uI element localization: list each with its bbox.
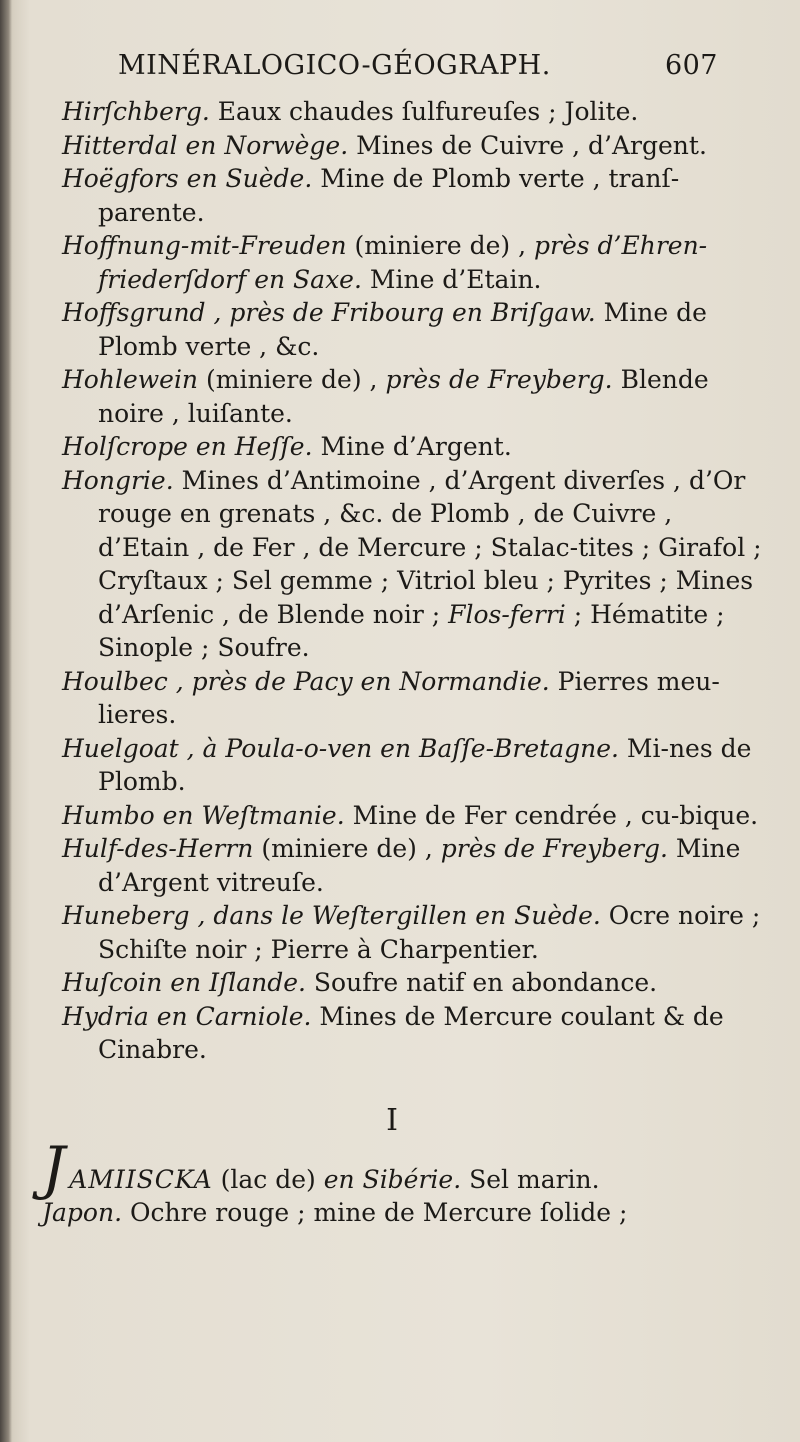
entry: Huſcoin en Iſlande. Soufre natif en abondance.	[62, 968, 658, 997]
entry: Hongrie. Mines d’Antimoine , d’Argent diverſes , d’Or rouge en grenats , &c. de Plomb , de Cuivre , d’Etain , de Fer , de Mercure ; Stalac-tites ; Girafol ; Cryſtaux ; Sel gemme ; Vitriol bleu ; Pyrites ; Mines d’Arſenic , de Blende noir ; Flos-ferri ; Hématite ; Sinople ; Soufre.	[62, 465, 762, 662]
entry: Hitterdal en Norwège. Mines de Cuivre , d’Argent.	[62, 130, 707, 160]
page-number: 607	[664, 50, 718, 81]
entry: Hydria en Carniole. Mines de Mercure coulant & de Cinabre.	[62, 1001, 724, 1064]
entry: Hohlewein (miniere de) , près de Freyberg. Blende noire , luiſante.	[62, 365, 709, 428]
book-gutter	[0, 0, 12, 1442]
entry: Hulf-des-Herrn (miniere de) , près de Freyberg. Mine d’Argent vitreuſe.	[62, 834, 741, 897]
entry: Hoffnung-mit-Freuden (miniere de) , près d’Ehren-friederſdorf en Saxe. Mine d’Etain.	[62, 231, 708, 294]
entry: Hirſchberg. Eaux chaudes ſulfureuſes ; Jolite.	[62, 97, 639, 126]
entry: Humbo en Weſtmanie. Mine de Fer cendrée , cu-bique.	[62, 800, 759, 830]
header-title: MINÉRALOGICO-GÉOGRAPH.	[118, 50, 551, 81]
entry: Hoëgfors en Suède. Mine de Plomb verte , tranſ-parente.	[62, 164, 680, 227]
entry: J AMIISCKA (lac de) en Sibérie. Sel marin.	[42, 1133, 600, 1202]
drop-cap: J	[42, 1133, 66, 1202]
entry: Hoffsgrund , près de Fribourg en Briſgaw. Mine de Plomb verte , &c.	[62, 298, 707, 361]
entry: Houlbec , près de Pacy en Normandie. Pierres meu-lieres.	[62, 666, 720, 729]
entry: Holſcrope en Heſſe. Mine d’Argent.	[62, 432, 512, 461]
dictionary-text	[42, 95, 762, 1229]
running-header	[118, 50, 718, 81]
entry: Japon. Ochre rouge ; mine de Mercure ſolide ;	[42, 1197, 628, 1227]
entry: Huneberg , dans le Weſtergillen en Suède. Ocre noire ; Schiſte noir ; Pierre à Charpentier.	[62, 901, 761, 964]
section-letter: I	[386, 1102, 398, 1138]
entry: Huelgoat , à Poula-o-ven en Baſſe-Bretagne. Mi-nes de Plomb.	[62, 733, 752, 796]
